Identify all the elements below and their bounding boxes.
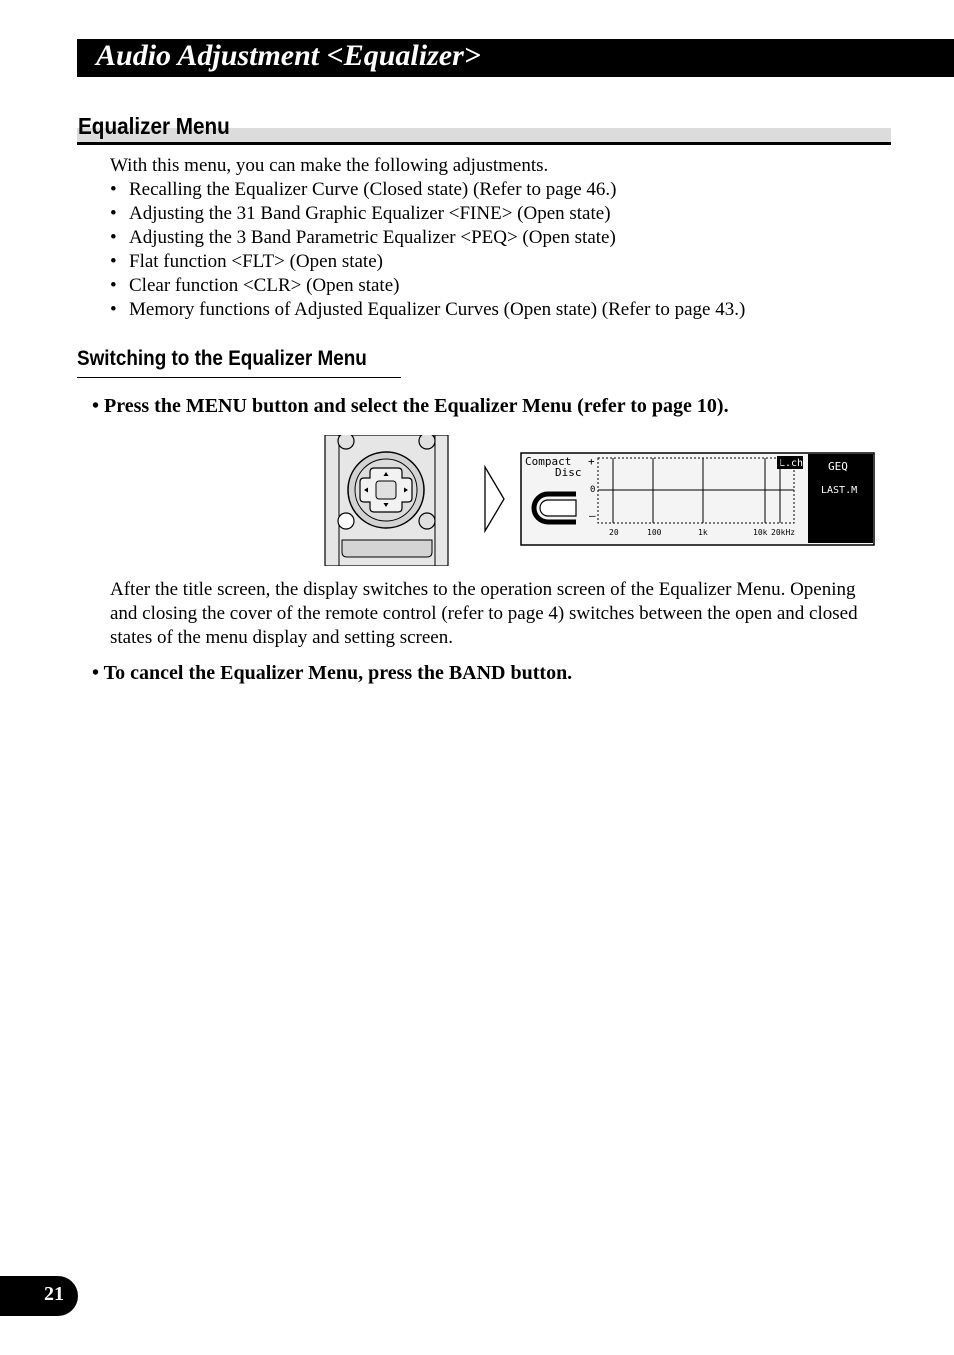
list-item: • Flat function <FLT> (Open state): [110, 250, 745, 274]
source-line1: Compact: [525, 455, 572, 468]
equalizer-display: [520, 452, 876, 547]
freq-label-100: 100: [647, 528, 662, 537]
list-item: • Recalling the Equalizer Curve (Closed state) (Refer to page 46.): [110, 178, 745, 202]
intro-text: With this menu, you can make the following adjustments.: [110, 155, 549, 176]
page-number: 21: [44, 1283, 64, 1305]
channel-label: L.ch: [779, 458, 804, 469]
section-heading: [77, 113, 891, 145]
list-item: • Clear function <CLR> (Open state): [110, 274, 745, 298]
subsection-heading: [77, 347, 401, 378]
arrow-right-icon: [483, 465, 507, 533]
remote-control-illustration: [324, 435, 450, 566]
plus-label: +: [588, 455, 595, 468]
list-item: • Memory functions of Adjusted Equalizer Curves (Open state) (Refer to page 43.): [110, 298, 745, 322]
mode-label: GEQ: [828, 460, 848, 473]
freq-label-10k: 10k: [753, 528, 768, 537]
freq-label-20khz: 20kHz: [771, 528, 796, 537]
list-item: • Adjusting the 3 Band Parametric Equalizer <PEQ> (Open state): [110, 226, 745, 250]
heading-rule: [77, 142, 891, 145]
list-item: • Adjusting the 31 Band Graphic Equalizer <FINE> (Open state): [110, 202, 745, 226]
subsection-title: Switching to the Equalizer Menu: [77, 347, 367, 370]
freq-label-1k: 1k: [698, 528, 708, 537]
title-bar: [77, 39, 954, 77]
memory-label: LAST.M: [821, 485, 858, 496]
section-title: Equalizer Menu: [78, 113, 230, 139]
after-text: After the title screen, the display switches to the operation screen of the Equalizer Menu. Opening and closing the cover of the remote control (refer to page 4) switches between the open and closed states of the menu display and setting screen.: [110, 579, 858, 648]
page-title: Audio Adjustment <Equalizer>: [96, 39, 481, 72]
zero-label: 0: [590, 485, 596, 495]
instruction-step: • Press the MENU button and select the Equalizer Menu (refer to page 10).: [92, 395, 729, 417]
adjustment-list: [110, 178, 745, 322]
freq-label-20: 20: [609, 528, 619, 537]
minus-label: –: [589, 509, 596, 522]
page-number-tab: [0, 1276, 78, 1316]
source-line2: Disc: [555, 466, 582, 479]
cancel-note: • To cancel the Equalizer Menu, press the BAND button.: [92, 662, 573, 684]
